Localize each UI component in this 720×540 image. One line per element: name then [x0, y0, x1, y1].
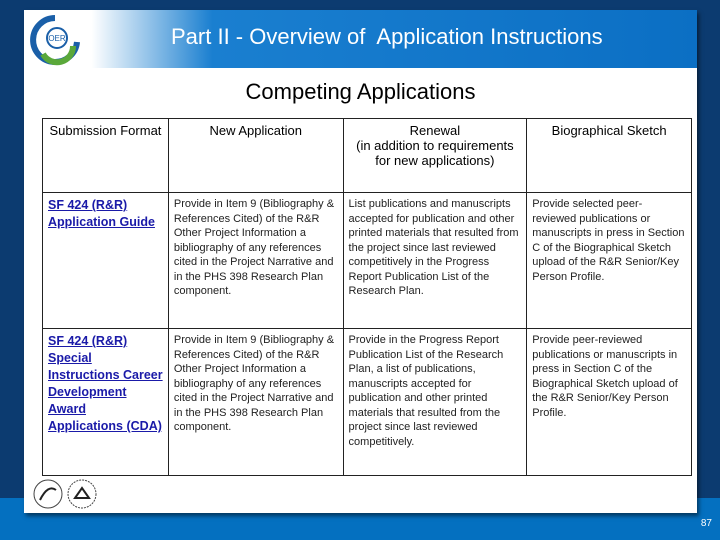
slide-title: Part II - Overview of Application Instructions — [171, 24, 603, 49]
svg-text:OER: OER — [48, 34, 66, 43]
table-header-row — [43, 119, 692, 193]
table-cell: List publications and manuscripts accepted for publication and other printed materials that resulted from the project since last reviewed competitively in the Progress Report Publication List of the Research Plan. — [343, 193, 527, 329]
table-cell: Provide in Item 9 (Bibliography & References Cited) of the R&R Other Project Information a bibliography of any references cited in the Project Narrative and in the PHS 398 Research Plan component. — [168, 193, 343, 329]
table-row — [43, 329, 692, 476]
column-header: Submission Format — [43, 119, 169, 193]
page-number: 87 — [700, 518, 712, 529]
table-row — [43, 193, 692, 329]
slide-header — [24, 10, 697, 68]
submission-format-link[interactable]: SF 424 (R&R) Special Instructions Career Development Award Applications (CDA) — [48, 334, 163, 433]
table-cell: Provide in the Progress Report Publication List of the Research Plan, a list of publications, manuscripts accepted for publication and other printed materials that resulted from the project since last reviewed competitively. — [343, 329, 527, 476]
slide — [24, 10, 697, 513]
table-cell: Provide in Item 9 (Bibliography & References Cited) of the R&R Other Project Information a bibliography of any references cited in the Project Narrative and in the PHS 398 Research Plan component. — [168, 329, 343, 476]
oer-logo-icon — [29, 14, 81, 66]
instructions-table — [42, 118, 692, 476]
column-header: Biographical Sketch — [527, 119, 692, 193]
column-header: New Application — [168, 119, 343, 193]
table-cell: Provide selected peer-reviewed publications or manuscripts in press in Section C of the Biographical Sketch upload of the R&R Senior/Key Person Profile. — [527, 193, 692, 329]
hhs-nih-seals-icon — [32, 478, 102, 510]
column-header: Renewal (in addition to requirements for new applications) — [343, 119, 527, 193]
table-cell: Provide peer-reviewed publications or manuscripts in press in Section C of the Biographical Sketch upload of the R&R Senior/Key Person Profile. — [527, 329, 692, 476]
section-title: Competing Applications — [245, 79, 476, 104]
submission-format-link[interactable]: SF 424 (R&R) Application Guide — [48, 198, 155, 229]
